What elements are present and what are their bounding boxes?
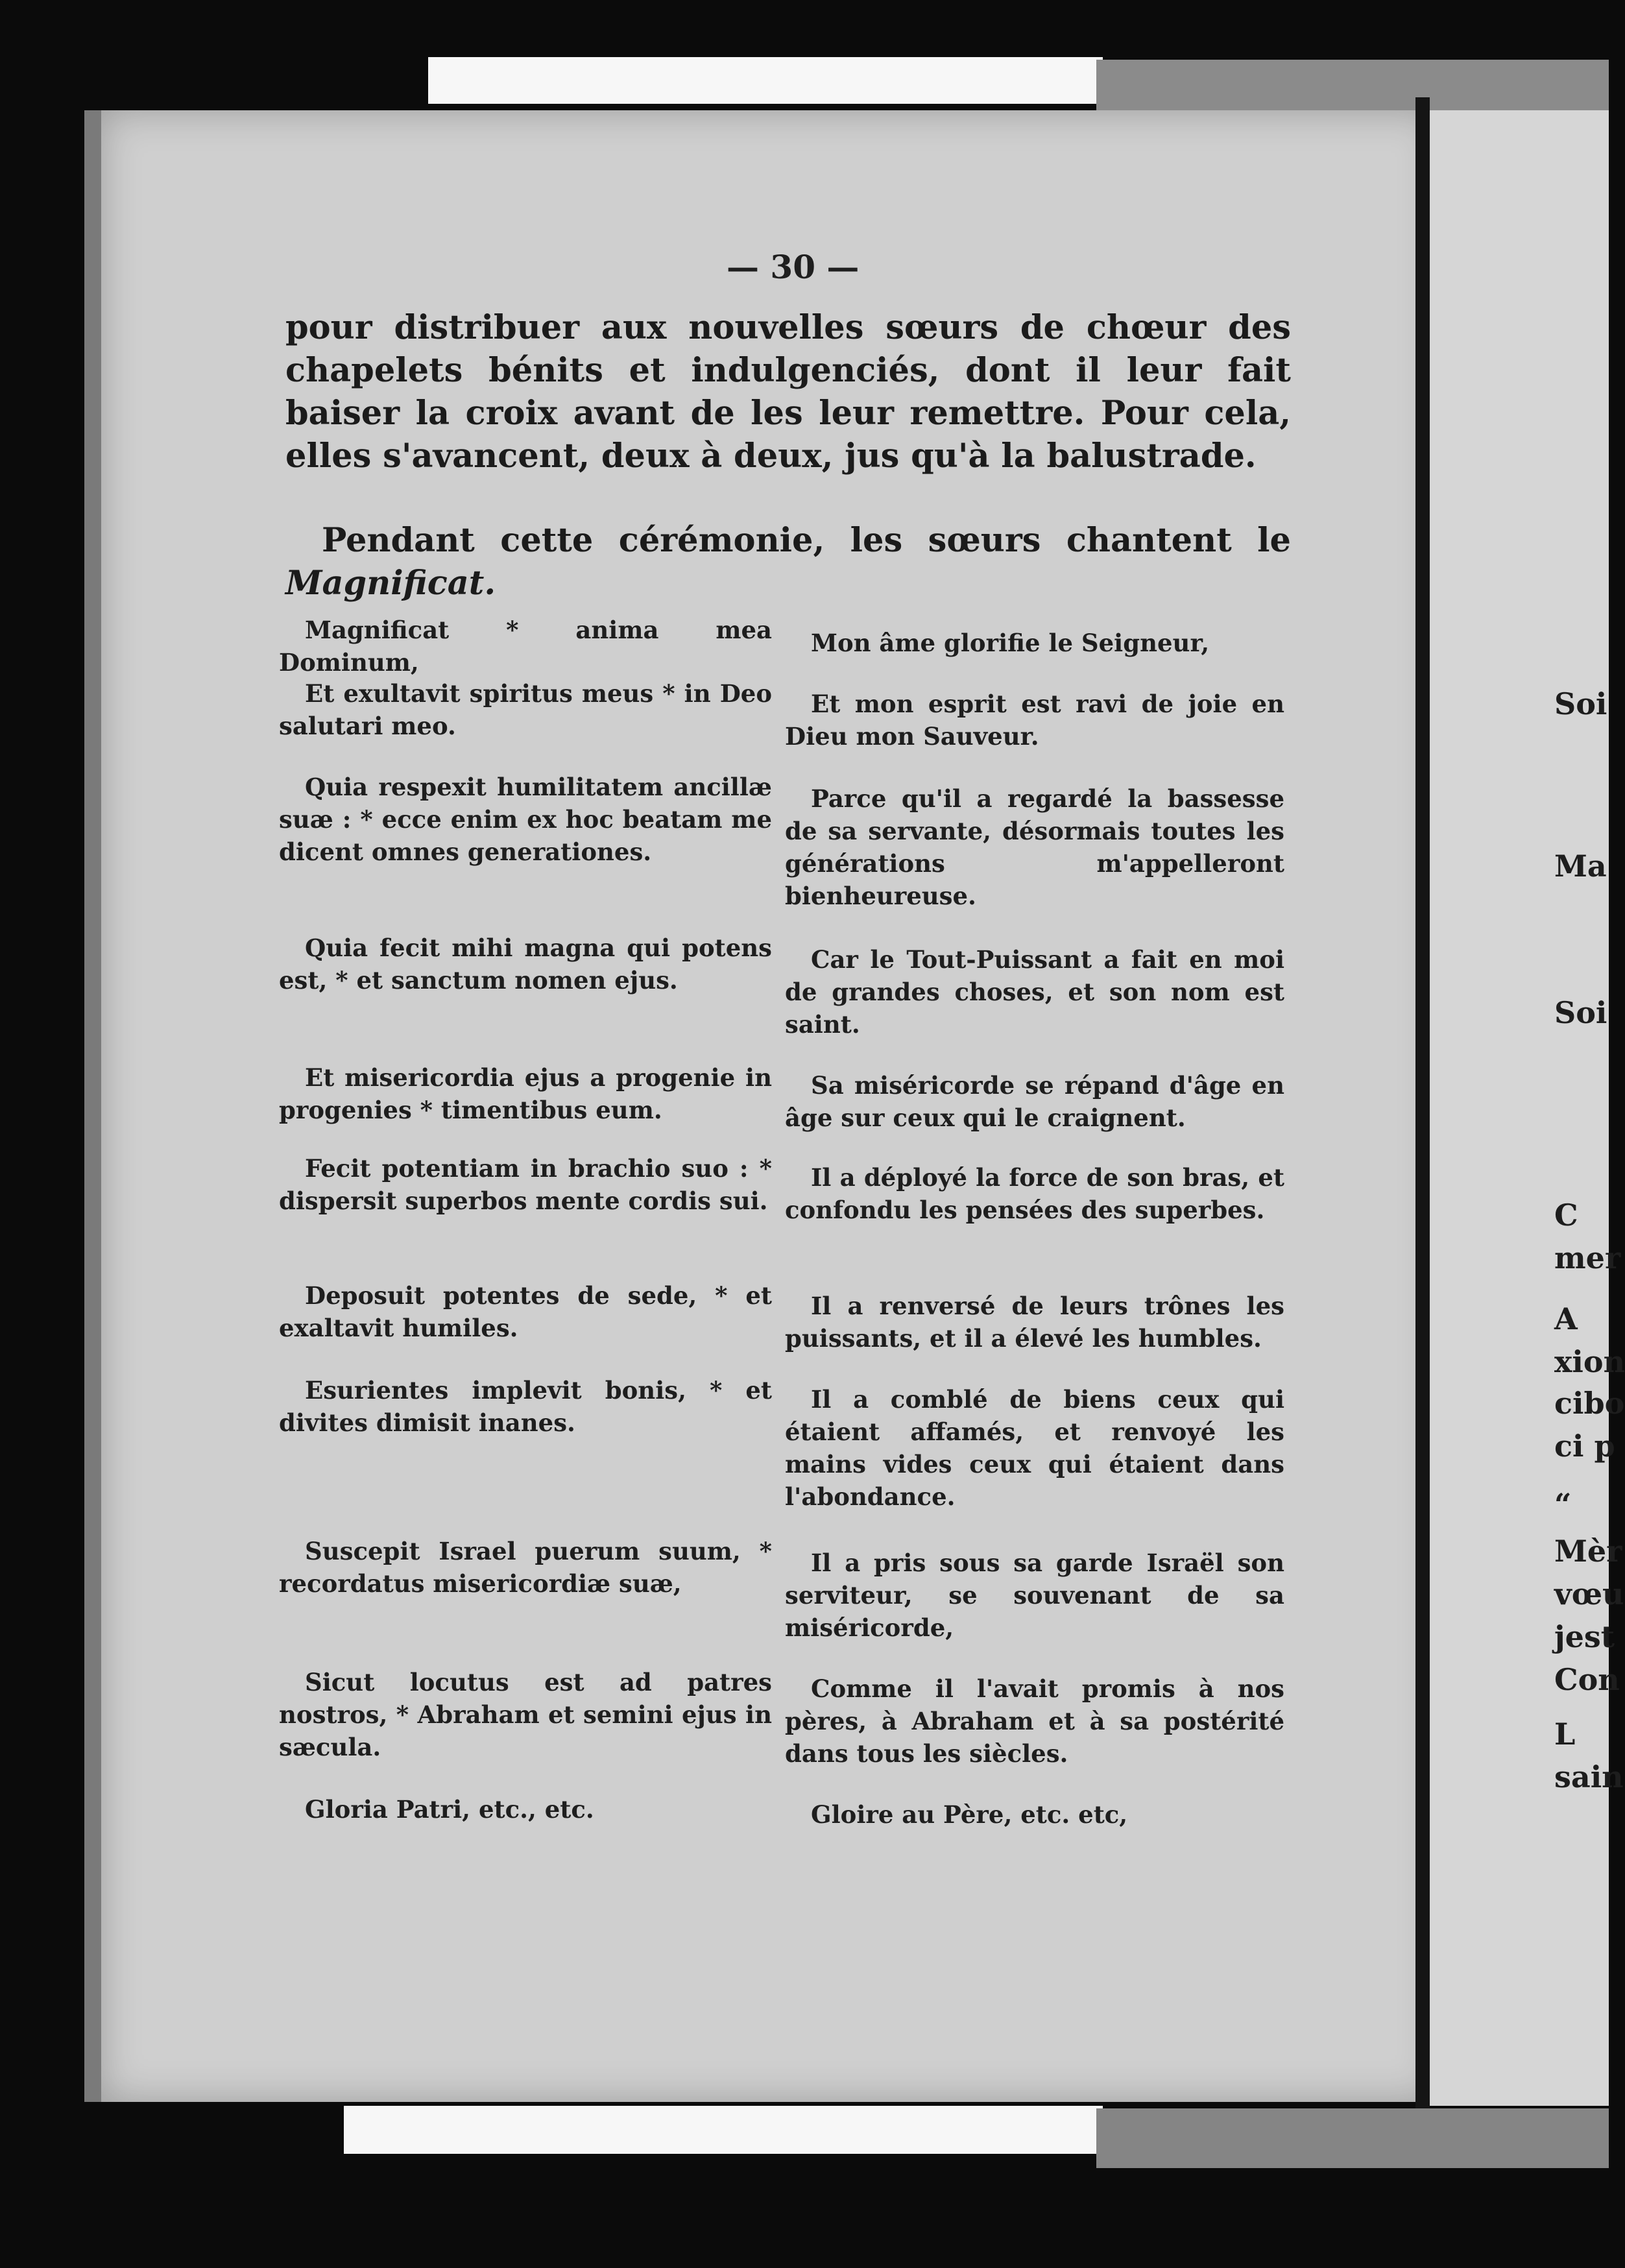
- verse-french-8: Il a comblé de biens ceux qui étaient affamés, et renvoyé les mains vides ceux qui étaient dans l'abondance.: [785, 1385, 1284, 1511]
- verse-french-5: Sa miséricorde se répand d'âge en âge sur ceux qui le craignent.: [785, 1071, 1284, 1132]
- verse-latin-1: Magnificat * anima mea Dominum,: [279, 616, 772, 677]
- ceremony-text: Pendant cette cérémonie, les sœurs chantent le: [322, 521, 1291, 560]
- ceremony-paragraph: [285, 519, 1291, 605]
- facing-fragment: xion: [1554, 1344, 1625, 1379]
- verse-latin-7: Deposuit potentes de sede, * et exaltavit humiles.: [279, 1281, 772, 1342]
- verse-french-6: Il a déployé la force de son bras, et confondu les pensées des superbes.: [785, 1163, 1284, 1224]
- top-white-tab: [428, 57, 1103, 104]
- verse-french-1: Mon âme glorifie le Seigneur,: [811, 629, 1210, 657]
- facing-fragment: jest: [1554, 1619, 1615, 1654]
- facing-fragment: sain: [1554, 1759, 1624, 1794]
- right-book-page: [1430, 110, 1609, 2106]
- facing-fragment: “: [1554, 1487, 1572, 1522]
- facing-fragment: Mèr: [1554, 1534, 1622, 1569]
- verse-latin-8: Esurientes implevit bonis, * et divites dimisit inanes.: [279, 1376, 772, 1437]
- facing-fragment: vœu: [1554, 1576, 1624, 1611]
- verse-french-3: Parce qu'il a regardé la bassesse de sa servante, désormais toutes les générations m'appelleront bienheureuse.: [785, 784, 1284, 910]
- facing-fragment: L: [1554, 1717, 1576, 1752]
- verse-french-11: Gloire au Père, etc. etc,: [811, 1800, 1128, 1829]
- verse-latin-11: Gloria Patri, etc., etc.: [305, 1795, 594, 1824]
- bottom-binding-fabric: [1096, 2108, 1609, 2168]
- verse-latin-3: Quia respexit humilitatem ancillæ suæ : * ecce enim ex hoc beatam me dicent omnes generationes.: [279, 773, 772, 866]
- verse-french-10: Comme il l'avait promis à nos pères, à Abraham et à sa postérité dans tous les siècles.: [785, 1674, 1284, 1768]
- verse-latin-2: Et exultavit spiritus meus * in Deo salutari meo.: [279, 679, 772, 740]
- book-gutter: [1415, 97, 1430, 2128]
- facing-fragment: A: [1554, 1301, 1578, 1336]
- facing-fragment: mer: [1554, 1240, 1621, 1275]
- facing-fragment: C: [1554, 1198, 1578, 1233]
- bottom-white-tab: [344, 2106, 1103, 2154]
- verse-french-7: Il a renversé de leurs trônes les puissants, et il a élevé les humbles.: [785, 1292, 1284, 1353]
- facing-fragment: Soi: [1554, 686, 1607, 721]
- facing-fragment: Ma: [1554, 849, 1607, 884]
- facing-fragment: Con: [1554, 1662, 1620, 1697]
- facing-fragment: ci p: [1554, 1429, 1615, 1464]
- facing-fragment: cibo: [1554, 1386, 1625, 1421]
- verse-latin-5: Et misericordia ejus a progenie in progenies * timentibus eum.: [279, 1063, 772, 1124]
- verse-french-2: Et mon esprit est ravi de joie en Dieu mon Sauveur.: [785, 690, 1284, 751]
- verse-latin-4: Quia fecit mihi magna qui potens est, * et sanctum nomen ejus.: [279, 934, 772, 995]
- verse-latin-10: Sicut locutus est ad patres nostros, * Abraham et semini ejus in sæcula.: [279, 1668, 772, 1761]
- ceremony-title: Magnificat.: [285, 564, 496, 603]
- verse-french-4: Car le Tout-Puissant a fait en moi de grandes choses, et son nom est saint.: [785, 945, 1284, 1039]
- verse-latin-6: Fecit potentiam in brachio suo : * dispersit superbos mente cordis sui.: [279, 1154, 772, 1215]
- verse-french-9: Il a pris sous sa garde Israël son serviteur, se souvenant de sa miséricorde,: [785, 1549, 1284, 1642]
- page-number: — 30 —: [727, 248, 860, 286]
- intro-paragraph: pour distribuer aux nouvelles sœurs de chœur des chapelets bénits et indulgenciés, dont il leur fait baiser la croix avant de les leur remettre. Pour cela, elles s'avancent, deux à deux, jus qu'à la balustrade.: [285, 308, 1291, 476]
- verse-latin-9: Suscepit Israel puerum suum, * recordatus misericordiæ suæ,: [279, 1537, 772, 1598]
- facing-fragment: Soi: [1554, 995, 1607, 1030]
